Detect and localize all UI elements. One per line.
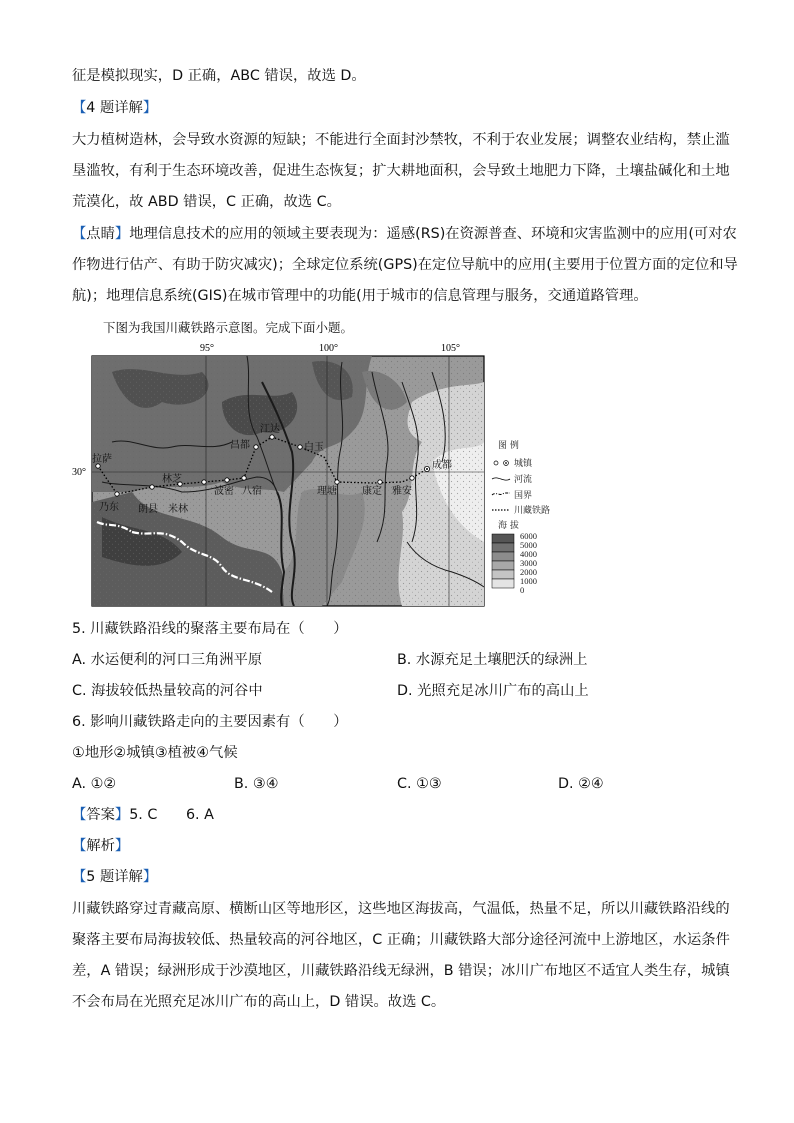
legend-river: 河流 <box>514 475 533 485</box>
text-line: 差，A 错误；绿洲形成于沙漠地区，川藏铁路沿线无绿洲，B 错误；冰川广布地区不适宜人类生存，城镇 <box>72 963 730 979</box>
svg-text:5000: 5000 <box>520 540 537 550</box>
bracket: 】 <box>142 869 158 885</box>
text: 航)；地理信息系统(GIS)在城市管理中的功能(用于城市的信息管理与服务，交通道路管理。 <box>72 288 648 304</box>
text-line: 聚落主要布局海拔较低、热量较高的河谷地区，C 正确；川藏铁路大部分途径河流中上游地区，水运条件 <box>72 932 730 948</box>
tag-text: 点睛 <box>86 226 115 242</box>
q6-factors: ①地形②城镇③植被④气候 <box>72 745 238 761</box>
q6-option-b: B. ③④ <box>234 776 279 792</box>
town-marker <box>378 480 382 484</box>
svg-text:6000: 6000 <box>520 531 537 541</box>
town-marker <box>298 445 302 449</box>
lat-label-30: 30° <box>72 467 86 478</box>
q6-stem: 6. 影响川藏铁路走向的主要因素有（ ） <box>72 714 348 730</box>
label-lasa: 拉萨 <box>92 454 112 465</box>
bracket: 【 <box>72 226 87 242</box>
label-milin: 米林 <box>168 504 188 515</box>
town-marker <box>335 480 339 484</box>
analysis-tag: 解析 <box>86 838 115 854</box>
detail5-tag: 5 题详解 <box>86 869 143 885</box>
label-litang: 理塘 <box>317 486 337 497</box>
q6-option-c: C. ①③ <box>397 776 442 792</box>
answer-tag: 答案 <box>86 807 115 823</box>
town-marker <box>410 476 414 480</box>
text-line <box>72 224 737 244</box>
town-marker <box>225 478 229 482</box>
map-legend <box>492 439 550 595</box>
answer-text: 5. C 6. A <box>129 807 214 823</box>
svg-text:1000: 1000 <box>520 576 537 586</box>
label-bomi: 波密 <box>214 486 234 497</box>
town-marker <box>115 492 119 496</box>
railway-map <box>72 342 772 610</box>
label-linzhi: 林芝 <box>162 474 182 485</box>
town-marker <box>270 435 274 439</box>
legend-town: 城镇 <box>514 459 533 469</box>
text: 征是模拟现实，D 正确，ABC 错误，故选 D。 <box>72 68 366 84</box>
detail5-heading <box>72 867 157 887</box>
svg-text:4000: 4000 <box>520 549 537 559</box>
analysis-heading <box>72 836 129 856</box>
q5-stem: 5. 川藏铁路沿线的聚落主要布局在（ ） <box>72 621 348 637</box>
bracket: 】 <box>114 807 130 823</box>
svg-text:3000: 3000 <box>520 558 537 568</box>
section-heading <box>72 98 157 118</box>
q5-option-a: A. 水运便利的河口三角洲平原 <box>72 652 263 668</box>
bracket: 】 <box>142 100 158 116</box>
legend-railway: 川藏铁路 <box>514 506 551 516</box>
text: 垦滥牧，有利于生态环境改善，促进生态恢复；扩大耕地面积，会导致土地肥力下降，土壤盐碱化和土地 <box>72 163 730 179</box>
text: 荒漠化，故 ABD 错误，C 正确，故选 C。 <box>72 194 341 210</box>
label-baiyu: 白玉 <box>304 442 324 453</box>
legend-altitude-title: 海 拔 <box>498 521 519 531</box>
lon-label-100: 100° <box>319 343 338 354</box>
text-line <box>72 255 738 275</box>
bracket: 】 <box>114 838 130 854</box>
text-line <box>72 192 341 212</box>
bracket: 【 <box>72 869 87 885</box>
label-naidong: 乃东 <box>99 502 119 513</box>
bracket: 【 <box>72 807 87 823</box>
label-yaan: 雅安 <box>392 486 412 497</box>
town-marker <box>202 480 206 484</box>
text-line <box>72 161 730 181</box>
label-langxian: 朗县 <box>138 504 158 515</box>
lon-label-95: 95° <box>200 343 214 354</box>
label-changdu: 昌都 <box>230 440 250 451</box>
q5-option-d: D. 光照充足冰川广布的高山上 <box>397 683 589 699</box>
q6-option-d: D. ②④ <box>558 776 604 792</box>
q6-option-a: A. ①② <box>72 776 117 792</box>
text: 地理信息技术的应用的领域主要表现为：遥感(RS)在资源普查、环境和灾害监测中的应用(可对农 <box>129 226 737 242</box>
text-line: 不会布局在光照充足冰川广布的高山上，D 错误。故选 C。 <box>72 994 446 1010</box>
label-basu: 八宿 <box>242 486 262 497</box>
legend-title: 图 例 <box>498 441 519 451</box>
svg-text:0: 0 <box>520 585 525 595</box>
label-jiangda: 江达 <box>260 424 280 435</box>
text-line <box>72 66 366 86</box>
label-chengdu: 成都 <box>432 460 452 471</box>
heading-text: 4 题详解 <box>86 100 143 116</box>
bracket: 】 <box>114 226 130 242</box>
svg-text:2000: 2000 <box>520 567 537 577</box>
label-kangding: 康定 <box>362 486 382 497</box>
town-marker <box>242 476 246 480</box>
relief-map <box>92 356 484 606</box>
town-marker <box>150 485 154 489</box>
text-line: 川藏铁路穿过青藏高原、横断山区等地形区，这些地区海拔高，气温低，热量不足，所以川藏铁路沿线的 <box>72 901 730 917</box>
legend-border: 国界 <box>514 491 533 501</box>
text-line <box>72 286 648 306</box>
town-marker <box>254 445 258 449</box>
answer-line <box>72 805 214 825</box>
bracket: 【 <box>72 838 87 854</box>
q5-option-c: C. 海拔较低热量较高的河谷中 <box>72 683 263 699</box>
text-line <box>72 130 730 150</box>
figure-caption: 下图为我国川藏铁路示意图。完成下面小题。 <box>103 320 354 335</box>
text: 作物进行估产、有助于防灾减灾)；全球定位系统(GPS)在定位导航中的应用(主要用于位置方面的定位和导 <box>72 257 738 273</box>
lon-label-105: 105° <box>441 343 460 354</box>
bracket: 【 <box>72 100 87 116</box>
text: 大力植树造林，会导致水资源的短缺；不能进行全面封沙禁牧，不利于农业发展；调整农业结构，禁止滥 <box>72 132 730 148</box>
q5-option-b: B. 水源充足土壤肥沃的绿洲上 <box>397 652 588 668</box>
